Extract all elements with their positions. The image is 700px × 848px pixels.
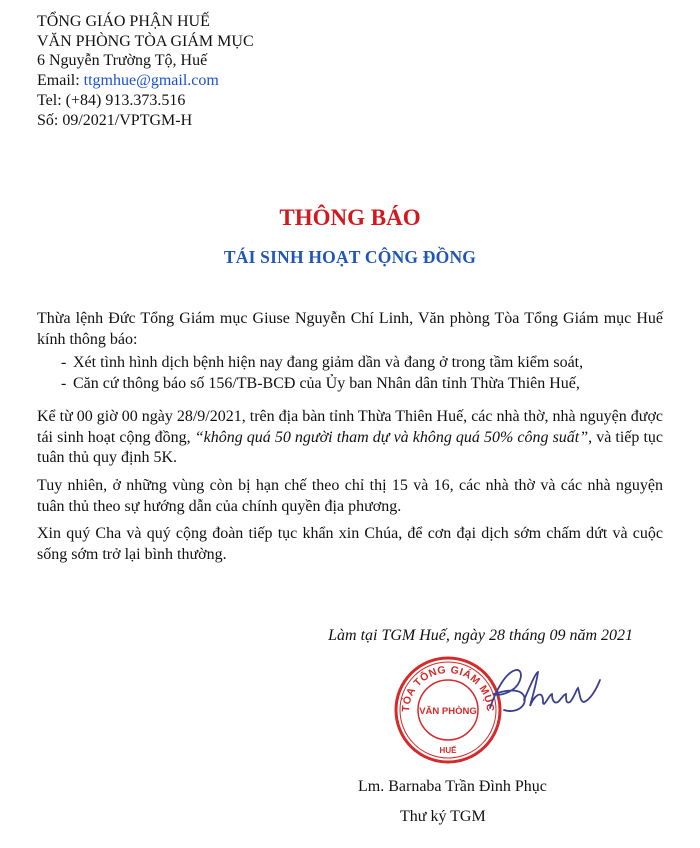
stamp-center-text: VĂN PHÒNG	[419, 706, 477, 717]
document-subtitle: TÁI SINH HOẠT CỘNG ĐỒNG	[223, 247, 477, 267]
signer-name: Lm. Barnaba Trần Đình Phục	[358, 778, 547, 795]
email-label: Email:	[37, 72, 84, 90]
list-item: - Căn cứ thông báo số 156/TB-BCĐ của Ủy ban Nhân dân tỉnh Thừa Thiên Huế,	[37, 374, 663, 395]
bullet-text: Căn cứ thông báo số 156/TB-BCĐ của Ủy ban Nhân dân tỉnh Thừa Thiên Huế,	[73, 374, 580, 392]
signer-role: Thư ký TGM	[400, 808, 486, 825]
place-date: Làm tại TGM Huế, ngày 28 tháng 09 năm 2021	[328, 627, 633, 644]
para2-end: , và tiếp tục tuân thủ quy định 5K.	[37, 428, 664, 466]
restriction-paragraph: Tuy nhiên, ở những vùng còn bị hạn chế theo chỉ thị 15 và 16, các nhà thờ và các nhà nguyện tuân thủ theo sự hướng dẫn của chính quyền địa phương.	[37, 477, 663, 515]
reference-number: Số: 09/2021/VPTGM-H	[37, 111, 193, 129]
bullet-text: Xét tình hình dịch bệnh hiện nay đang giảm dần và đang ở trong tầm kiểm soát,	[73, 354, 584, 371]
letterhead	[37, 12, 254, 130]
para2-start: Kể từ 00 giờ 00 ngày 28/9/2021, trên địa bàn tỉnh Thừa Thiên Huế, các nhà thờ, nhà nguyện được tái sinh hoạt cộng đồng,	[37, 408, 663, 446]
document-title: THÔNG BÁO	[279, 205, 421, 230]
email-link[interactable]: ttgmhue@gmail.com	[83, 72, 219, 90]
stamp-bottom-text: HUẾ	[439, 746, 457, 755]
intro-paragraph: Thừa lệnh Đức Tổng Giám mục Giuse Nguyễn Chí Linh, Văn phòng Tòa Tổng Giám mục Huế kính thông báo:	[37, 310, 663, 348]
stamp-ring-text: TÒA TỔNG GIÁM MỤC	[399, 663, 497, 713]
list-item: - Xét tình hình dịch bệnh hiện nay đang giảm dần và đang ở trong tầm kiểm soát,	[37, 353, 663, 374]
office-name: VĂN PHÒNG TÒA GIÁM MỤC	[37, 32, 254, 50]
prayer-paragraph: Xin quý Cha và quý cộng đoàn tiếp tục khẩn xin Chúa, để cơn đại dịch sớm chấm dứt và cuộc sống sớm trở lại bình thường.	[37, 525, 663, 563]
address: 6 Nguyễn Trường Tộ, Huế	[37, 52, 208, 70]
email-line	[37, 71, 254, 91]
handwritten-signature	[480, 660, 610, 720]
effective-date-paragraph	[37, 407, 663, 469]
org-name: TỔNG GIÁO PHẬN HUẾ	[37, 13, 210, 30]
phone: Tel: (+84) 913.373.516	[37, 91, 186, 109]
attendance-limit-quote: “không quá 50 người tham dự và không quá 50% công suất”	[194, 428, 589, 446]
bullet-list	[37, 353, 663, 394]
